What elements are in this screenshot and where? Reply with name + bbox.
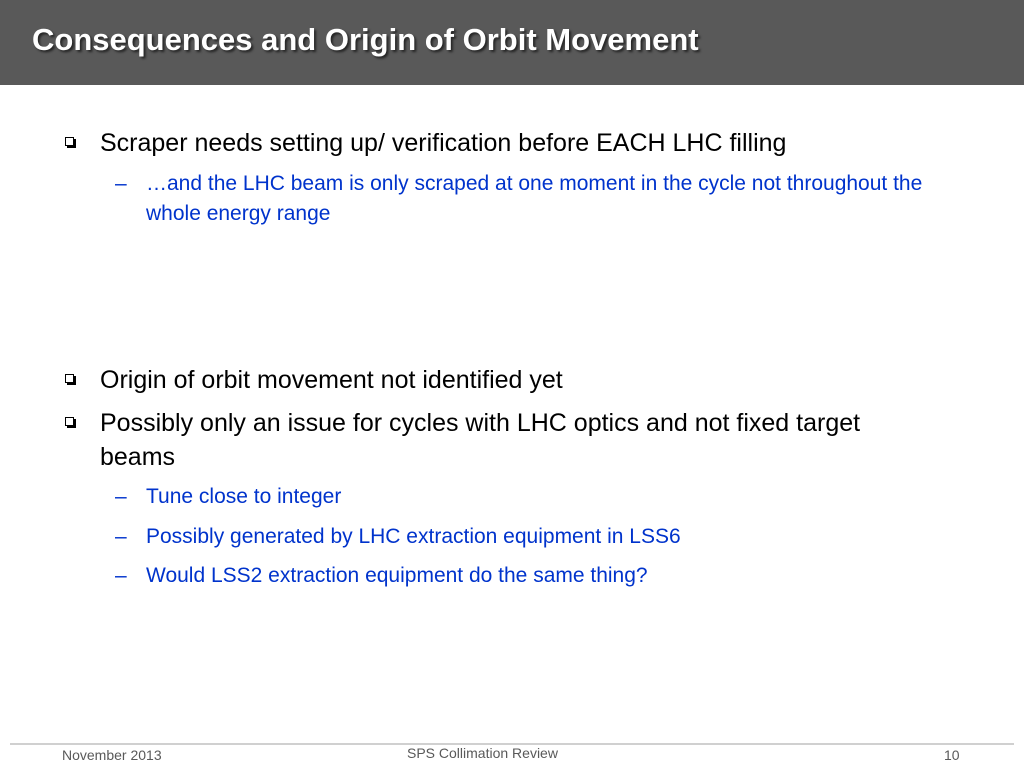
sub-bullet-text: Tune close to integer <box>146 485 342 508</box>
dash-bullet-icon: – <box>115 172 127 195</box>
bullet-text: Scraper needs setting up/ verification before EACH LHC filling <box>100 129 787 157</box>
footer-event: SPS Collimation Review <box>407 745 558 761</box>
square-bullet-icon <box>65 137 74 146</box>
sub-bullet-item <box>115 482 946 512</box>
sub-bullet-item <box>115 169 946 229</box>
slide-title: Consequences and Origin of Orbit Movement <box>32 22 699 57</box>
sub-bullet-text: Possibly generated by LHC extraction equipment in LSS6 <box>146 525 681 548</box>
bullet-text: Origin of orbit movement not identified yet <box>100 366 563 394</box>
dash-bullet-icon: – <box>115 564 127 587</box>
sub-bullet-item <box>115 522 946 552</box>
sub-bullet-text: Would LSS2 extraction equipment do the same thing? <box>146 564 648 587</box>
sub-bullet-item <box>115 561 946 591</box>
bullet-item <box>100 126 920 160</box>
sub-bullet-text: …and the LHC beam is only scraped at one moment in the cycle not throughout the whole energy range <box>146 172 923 225</box>
page-number: 10 <box>944 747 960 763</box>
bullet-item <box>100 363 920 397</box>
bullet-text: Possibly only an issue for cycles with LHC optics and not fixed target beams <box>100 409 861 471</box>
dash-bullet-icon: – <box>115 525 127 548</box>
square-bullet-icon <box>65 417 74 426</box>
footer-date: November 2013 <box>62 747 162 763</box>
square-bullet-icon <box>65 374 74 383</box>
bullet-item <box>100 406 920 474</box>
title-bar <box>0 0 1024 85</box>
dash-bullet-icon: – <box>115 485 127 508</box>
